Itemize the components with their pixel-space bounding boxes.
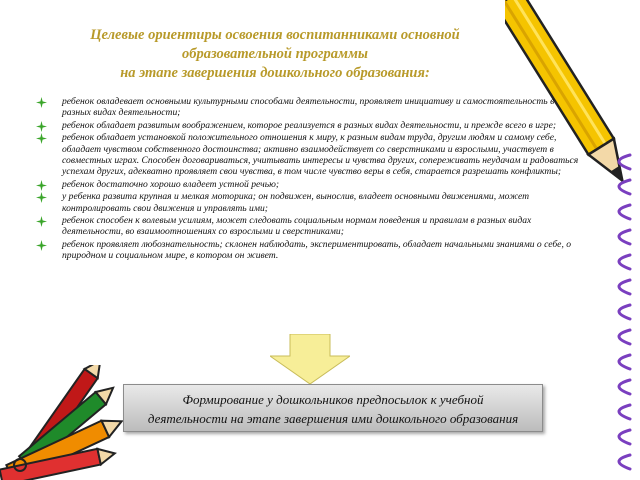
title-line-2: образовательной программы <box>182 46 368 62</box>
list-item <box>36 132 581 178</box>
list-item-text: ребенок достаточно хорошо владеет устной речью; <box>62 178 280 190</box>
title-line-1: Целевые ориентиры освоения воспитанниками основной <box>90 27 460 43</box>
diamond-bullet-icon <box>36 192 47 203</box>
down-arrow-icon <box>270 334 350 384</box>
summary-line-1: Формирование у дошкольников предпосылок к учебной <box>182 392 484 407</box>
diamond-bullet-icon <box>36 216 47 227</box>
diamond-bullet-icon <box>36 97 47 108</box>
diamond-bullet-icon <box>36 180 47 191</box>
list-item <box>36 239 581 262</box>
summary-line-2: деятельности на этапе завершения ими дошкольного образования <box>147 411 519 426</box>
list-item-text: ребенок обладает развитым воображением, которое реализуется в разных видах деятельности, и прежде всего в игре; <box>62 119 557 131</box>
pencils-icon-bottom-left <box>0 365 130 480</box>
summary-box <box>123 384 543 432</box>
list-item-text: у ребенка развита крупная и мелкая моторика; он подвижен, вынослив, владеет основными движениями, может контролировать свои движения и управлять ими; <box>62 191 530 214</box>
list-item-text: ребенок овладевает основными культурными способами деятельности, проявляет инициативу и самостоятельность в разных видах деятельности; <box>62 96 555 119</box>
spiral-binding-icon <box>590 150 640 480</box>
page-title <box>40 26 510 83</box>
list-item <box>36 120 581 131</box>
diamond-bullet-icon <box>36 240 47 251</box>
list-item-text: ребенок обладает установкой положительного отношения к миру, к разным видам труда, другим людям и самому себе, обладает чувством собственного достоинства; активно взаимодействует со сверстниками и взрослыми, участвует в совместных играх. Способен договариваться, учитывать интересы и чувства других, сопереживать неудачам и радоваться успехам других, адекватно проявляет свои чувства, в том числе чувство веры в себя, старается разрешать конфликты; <box>62 132 579 178</box>
list-item <box>36 96 581 119</box>
diamond-bullet-icon <box>36 133 47 144</box>
list-item <box>36 215 581 238</box>
diamond-bullet-icon <box>36 121 47 132</box>
list-item <box>36 179 581 190</box>
list-item-text: ребенок проявляет любознательность; склонен наблюдать, экспериментировать, обладает начальными знаниями о себе, о природном и социальном мире, в котором он живет. <box>62 238 572 262</box>
list-item <box>36 191 581 214</box>
targets-list <box>36 96 581 263</box>
title-line-3: на этапе завершения дошкольного образования: <box>120 65 430 81</box>
list-item-text: ребенок способен к волевым усилиям, может следовать социальным нормам поведения и правилам в разных видах деятельности, во взаимоотношениях со взрослыми и сверстниками; <box>62 215 532 238</box>
